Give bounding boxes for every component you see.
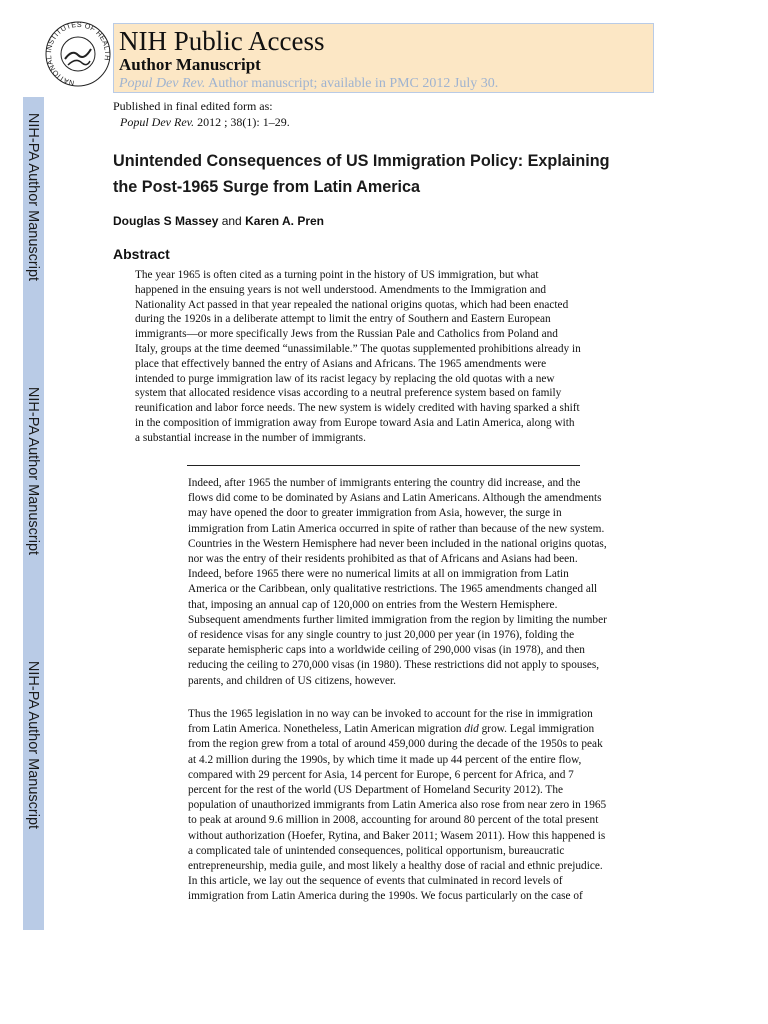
sidebar-label: NIH-PA Author Manuscript — [25, 660, 42, 830]
title-line: the Post-1965 Surge from Latin America — [113, 178, 421, 196]
text-line: may have opened the door to greater immigration from Asia, however, the surge in — [188, 507, 562, 520]
header-subtitle: Author Manuscript — [119, 55, 261, 74]
text-line: reunification and labor force needs. The new system is widely credited with having sparked a shift — [135, 402, 580, 415]
manuscript-sidebar — [23, 97, 44, 930]
text-line: separate hemispheric caps into a worldwide ceiling of 290,000 visas (in 1978), and then — [188, 644, 585, 657]
text-line: in the composition of immigration away from Europe toward Asia and Latin America, along with — [135, 416, 575, 429]
text-line: Indeed, after 1965 the number of immigrants entering the country did increase, and the — [188, 477, 581, 489]
text-line: without authorization (Hoefer, Rytina, and Baker 2011; Wasem 2011). How this happened is — [188, 829, 606, 842]
sidebar-label: NIH-PA Author Manuscript — [25, 386, 42, 556]
text-line: that, imposing an annual cap of 120,000 on entries from the Western Hemisphere. — [188, 598, 558, 611]
header-citation — [119, 75, 498, 93]
nih-header-banner — [113, 23, 654, 93]
text-line: to peak at around 9.6 million in 2008, accounting for around 80 percent of the total present — [188, 814, 599, 827]
author-list — [113, 213, 324, 229]
article-title — [113, 148, 673, 200]
header-availability: Author manuscript; available in PMC 2012 July 30. — [205, 76, 499, 91]
published-details: 2012 ; 38(1): 1–29. — [194, 115, 290, 129]
text-line: Subsequent amendments further limited immigration from the region by limiting the number — [188, 613, 607, 626]
text-line: America or the Caribbean, only qualitative restrictions. The 1965 amendments changed all — [188, 583, 598, 596]
text-line: of residence visas for any single country to just 20,000 per year (in 1976), folding the — [188, 629, 575, 642]
nih-logo-text: NATIONAL INSTITUTES OF HEALTH — [44, 19, 112, 88]
author-name: Karen A. Pren — [245, 214, 324, 228]
abstract-heading: Abstract — [113, 246, 170, 262]
text-line: reducing the ceiling to 270,000 visas (in 1980). These restrictions did not apply to spouses, — [188, 659, 600, 672]
published-label: Published in final edited form as: — [113, 99, 273, 113]
text-line: place that effectively banned the entry of Asians and Africans. The 1965 amendments were — [135, 357, 547, 370]
text-line: immigration from Latin America during the 1990s. We focus particularly on the case of — [188, 890, 583, 903]
abstract-text — [135, 268, 645, 446]
sidebar-label: NIH-PA Author Manuscript — [25, 112, 42, 282]
text-line: from the region grew from a total of around 459,000 during the decade of the 1950s to peak — [188, 738, 603, 751]
author-separator: and — [218, 214, 246, 228]
published-citation — [113, 114, 290, 130]
text-line: flows did come to be dominated by Asians and Latin Americans. Although the amendments — [188, 492, 602, 505]
text-line: population of unauthorized immigrants from Latin America also rose from near zero in 1965 — [188, 799, 607, 812]
body-paragraph — [188, 707, 660, 905]
text-line: The year 1965 is often cited as a turning point in the history of US immigration, but what — [135, 269, 539, 281]
text-line: compared with 29 percent for Asia, 14 percent for Europe, 6 percent for Africa, and 7 — [188, 768, 574, 781]
text-line: from Latin America. Nonetheless, Latin American migration did grow. Legal immigration — [188, 723, 595, 736]
header-title: NIH Public Access — [119, 26, 325, 56]
text-line: percent for the rest of the world (US Department of Homeland Security 2012). The — [188, 784, 563, 797]
header-journal: Popul Dev Rev. — [119, 76, 206, 91]
text-line: happened in the ensuing years is not well understood. Amendments to the Immigration and — [135, 283, 547, 296]
section-divider — [187, 465, 580, 466]
text-line: nor was the entry of their residents prohibited as that of Africans and Asians had been. — [188, 553, 578, 566]
text-line: immigration from Latin America occurred in spite of rather than because of the new system. — [188, 522, 605, 535]
title-line: Unintended Consequences of US Immigration Policy: Explaining — [113, 152, 610, 170]
text-line: at 4.2 million during the 1990s, by which time it made up 44 percent of the entire flow, — [188, 753, 582, 766]
text-line: Italy, groups at the time deemed “unassimilable.” The quotas supplemented prohibitions already in — [135, 342, 581, 355]
text-line: intended to purge immigration law of its racist legacy by replacing the old quotas with a new — [135, 372, 555, 385]
text-line: parents, and children of US citizens, however. — [188, 674, 396, 687]
text-line: during the 1920s in a deliberate attempt to limit the entry of Southern and Eastern European — [135, 313, 551, 326]
text-line: In this article, we lay out the sequence of events that culminated in record levels of — [188, 875, 563, 888]
text-line: Countries in the Western Hemisphere had never been included in the national origins quotas, — [188, 537, 607, 550]
body-paragraph — [188, 476, 660, 689]
author-name: Douglas S Massey — [113, 214, 219, 228]
text-line: a complicated tale of unintended consequences, political opportunism, bureaucratic — [188, 844, 565, 857]
nih-logo — [44, 19, 112, 89]
published-in — [113, 98, 290, 130]
text-line: Nationality Act passed in that year repealed the national origins quotas, which had been enacted — [135, 298, 569, 311]
text-line: Indeed, before 1965 there were no numerical limits at all on immigration from Latin — [188, 568, 569, 581]
emphasis-did: did — [464, 723, 479, 736]
text-line: Thus the 1965 legislation in no way can be invoked to account for the rise in immigration — [188, 708, 593, 720]
text-line: a substantial increase in the number of immigrants. — [135, 431, 366, 444]
text-line: immigrants—or more specifically Jews from the Russian Pale and Catholics from Poland and — [135, 328, 558, 341]
published-journal: Popul Dev Rev. — [120, 115, 195, 129]
text-line: system that allocated residence visas according to a neutral preference system based on family — [135, 387, 562, 400]
text-line: entrepreneurship, media guile, and most likely a healthy dose of racial and ethnic prejudice. — [188, 860, 603, 873]
